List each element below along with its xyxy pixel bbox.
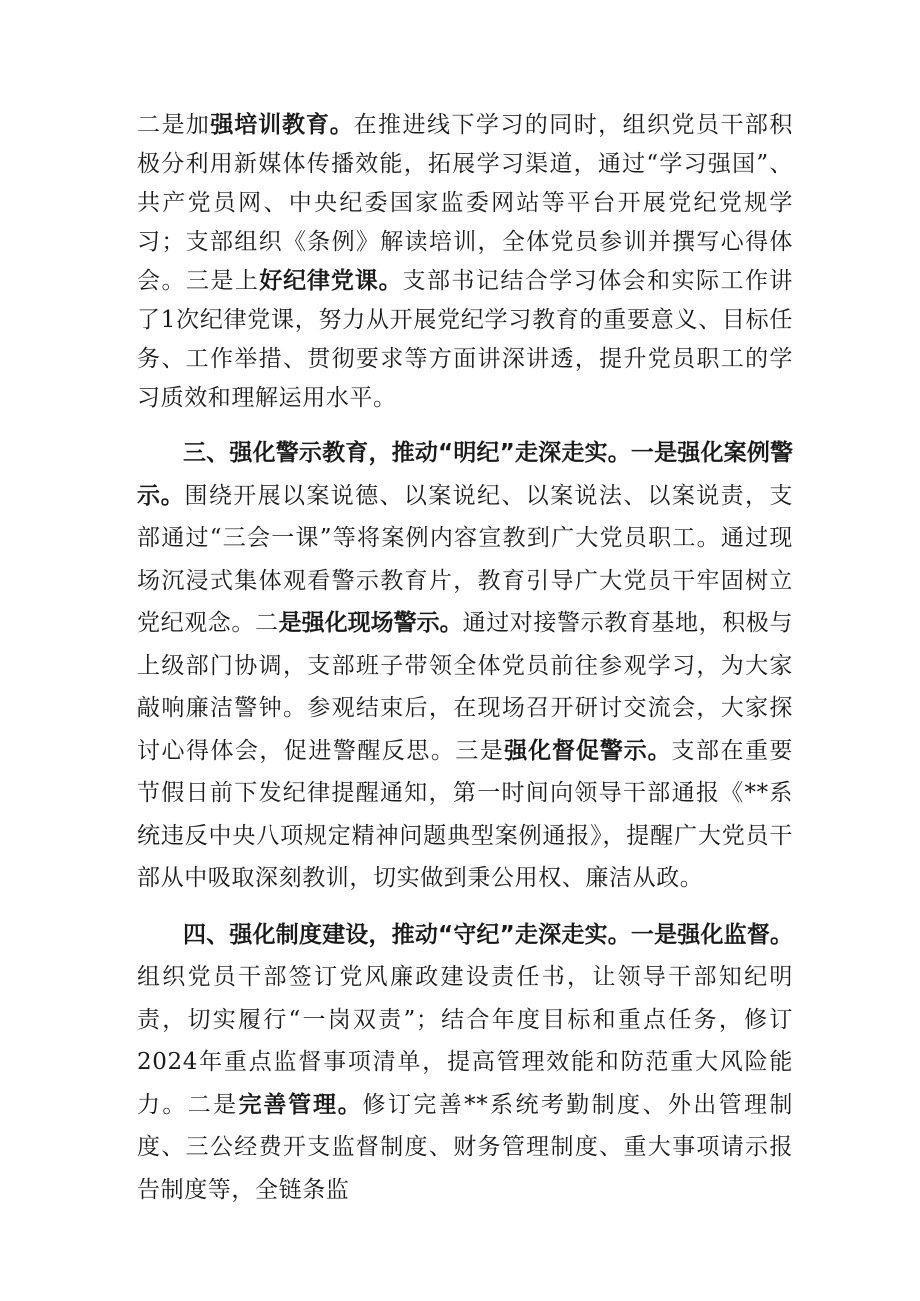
bold-heading-improve-management: 完善管理。 [238,1091,363,1118]
paragraph-warning-education [137,432,793,900]
bold-heading-onsite-warning: 是强化现场警示。 [278,610,463,636]
bold-heading-party-lesson: 好纪律党课。 [259,268,403,294]
text-segment: 组织党员干部签订党风廉政建设责任书，让领导干部知纪明责，切实履行“一岗双责”；结合年度目标和重点任务，修订2024年重点监督事项清单，提高管理效能和防范重大风险能力。二是 [137,964,793,1118]
text-segment: 围绕开展以案说德、以案说纪、以案说法、以案说责，支部通过“三会一课”等将案例内容宣教到广大党员职工。通过现场沉浸式集体观看警示教育片，教育引导广大党员干牢固树立党纪观念。二 [137,482,794,636]
paragraph-training-education [137,106,793,418]
paragraph-system-building [137,914,793,1212]
text-segment: 二是加 [137,112,211,138]
section-heading-three: 三、强化警示教育，推动“明纪”走深走实。一是强化案例警示。 [137,440,793,509]
bold-heading-supervision-warning: 强化督促警示。 [504,737,672,764]
bold-heading-training: 强培训教育。 [210,112,354,138]
text-segment: 修订完善**系统考勤制度、外出管理制度、三公经费开支监督制度、财务管理制度、重大事项请示报告制度等，全链条监 [137,1091,794,1203]
text-segment: 通过对接警示教育基地，积极与上级部门协调，支部班子带领全体党员前往参观学习，为大家敲响廉洁警钟。参观结束后，在现场召开研讨交流会，大家探讨心得体会，促进警醒反思。三是 [137,610,794,764]
text-segment: 在推进线下学习的同时，组织党员干部积极分利用新媒体传播效能，拓展学习渠道，通过“学习强国”、共产党员网、中央纪委国家监委网站等平台开展党纪党规学习；支部组织《条例》解读培训，全体党员参训并撰写心得体会。三是上 [137,112,793,294]
document-page [137,106,793,1225]
text-segment: 支部在重要节假日前下发纪律提醒通知，第一时间向领导干部通报《**系统违反中央八项规定精神问题典型案例通报》，提醒广大党员干部从中吸取深刻教训，切实做到秉公用权、廉洁从政。 [137,737,794,891]
text-segment: 支部书记结合学习体会和实际工作讲了1次纪律党课，努力从开展党纪学习教育的重要意义、目标任务、工作举措、贯彻要求等方面讲深讲透，提升党员职工的学习质效和理解运用水平。 [137,268,794,411]
section-heading-four: 四、强化制度建设，推动“守纪”走深走实。一是强化监督。 [183,921,793,948]
